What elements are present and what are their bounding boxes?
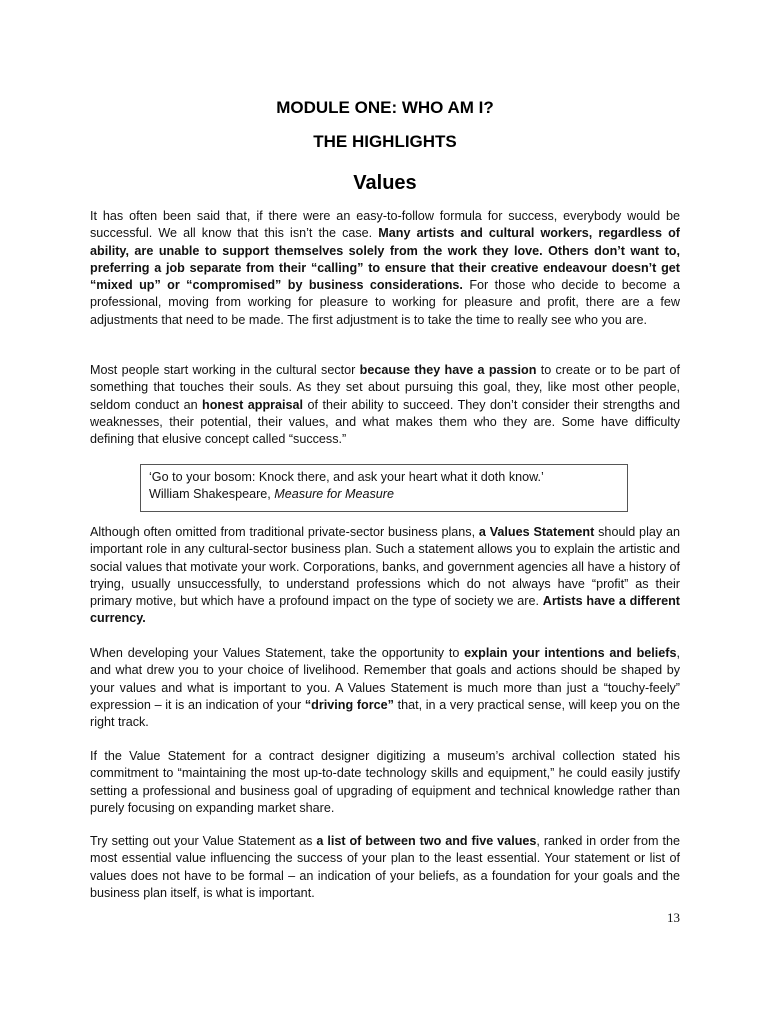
text-run: a Values Statement	[478, 525, 595, 539]
paragraph-intro	[90, 208, 680, 329]
quote-text: ‘Go to your bosom: Knock there, and ask your heart what it doth know.’	[149, 470, 544, 484]
text-run: Many artists and cultural workers, regardless of ability, are unable to support themselves solely from the work they love. Others don’t want to, preferring a job separate from their “calling” to ensure that their creative endeavour doesn’t get “mixed up” or “compromised” by business considerations.	[90, 226, 680, 293]
text-run: “driving force”	[304, 697, 394, 712]
text-run: When developing your Values Statement, take the opportunity to	[90, 646, 465, 660]
quote-box	[140, 464, 628, 512]
text-run: , ranked in order from the most essential value influencing the success of your plan to the least essential. Your statement or list of values does not have to be formal – an indication of your beliefs, as a foundation for your goals and the business plan itself, is what is important.	[90, 834, 680, 900]
quote-author: William Shakespeare,	[149, 487, 275, 502]
text-run: For those who decide to become a professional, moving from working for pleasure to working for pleasure and profit, there are a few adjustments that need to be made. The first adjustment is to take the time to really see who you are.	[90, 278, 680, 327]
paragraph-passion	[90, 362, 680, 448]
text-run: of their ability to succeed. They don’t consider their strengths and weaknesses, their potential, their values, and what makes them who they are. Some have difficulty defining that elusive concept called “success.”	[90, 397, 680, 447]
text-run: honest appraisal	[202, 397, 304, 412]
text-run: , and what drew you to your choice of livelihood. Remember that goals and actions should be shaped by your values and what is important to you. A Values Statement is much more than just a “touchy-feely” expression – it is an indication of your	[90, 646, 680, 712]
text-run: explain your intentions and beliefs	[464, 646, 677, 660]
quote-work: Measure for Measure	[274, 487, 394, 502]
paragraph-example	[90, 748, 680, 817]
section-title-values: Values	[353, 172, 417, 194]
text-run: Artists have a different currency.	[90, 594, 680, 626]
text-run: should play an important role in any cultural-sector business plan. Such a statement allows you to explain the artistic and social values that motivate your work. Corporations, banks, and government agencies all have a history of trying, usually unsuccessfully, to understand professions which do not always have “profit” as their primary motive, but which have a profound impact on the type of society we are.	[90, 525, 680, 609]
paragraph-list-of-values	[90, 833, 680, 902]
paragraph-developing	[90, 645, 680, 731]
quote-attribution	[149, 486, 621, 503]
text-run: Try setting out your Value Statement as	[90, 834, 317, 848]
module-title: MODULE ONE: WHO AM I?	[276, 98, 494, 117]
paragraph-values-statement	[90, 524, 680, 628]
text-run: Most people start working in the cultural sector	[90, 363, 360, 377]
text-run: It has often been said that, if there were an easy-to-follow formula for success, everybody would be successful. We all know that this isn’t the case.	[90, 209, 680, 241]
text-run: that, in a very practical sense, will keep you on the right track.	[90, 697, 680, 730]
highlights-subtitle: THE HIGHLIGHTS	[313, 132, 457, 151]
text-run: Although often omitted from traditional private-sector business plans,	[90, 525, 479, 539]
page-number: 13	[667, 910, 680, 925]
text-run: a list of between two and five values	[316, 834, 537, 848]
text-run: because they have a passion	[359, 363, 537, 377]
text-run: to create or to be part of something that touches their souls. As they set about pursuing this goal, they, like most other people, seldom conduct an	[90, 363, 680, 412]
text-run: If the Value Statement for a contract designer digitizing a museum’s archival collection stated his commitment to “maintaining the most up-to-date technology skills and equipment,” he could easily justify setting a professional and business goal of upgrading of equipment and technical knowledge rather than purely focusing on expanding market share.	[90, 749, 680, 815]
